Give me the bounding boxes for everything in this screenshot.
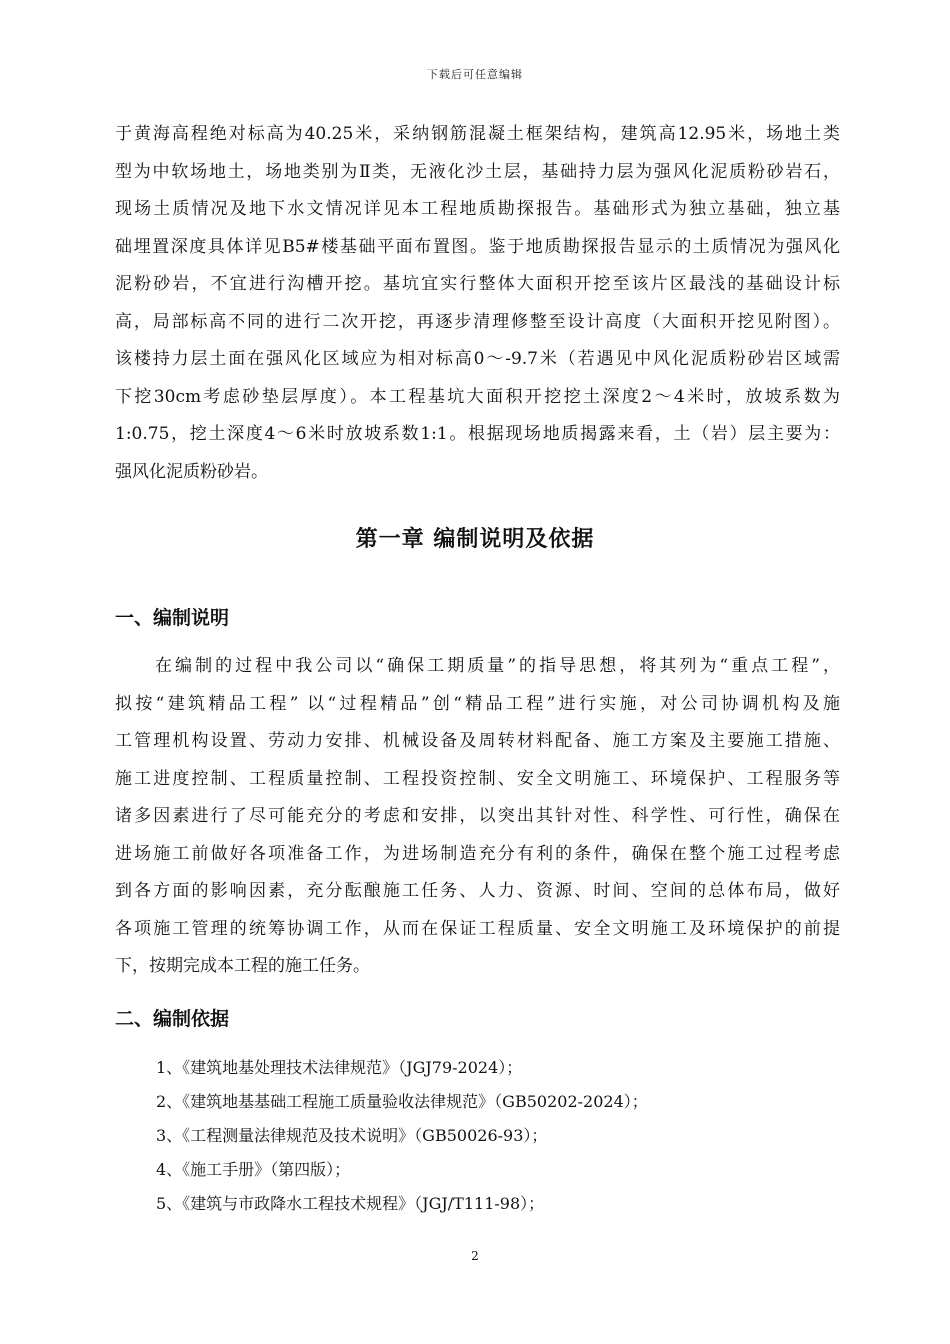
notes-line: 诸多因素进行了尽可能充分的考虑和安排，以突出其针对性、科学性、可行性，确保在 — [115, 806, 840, 826]
notes-line: 施工进度控制、工程质量控制、工程投资控制、安全文明施工、环境保护、工程服务等 — [115, 768, 840, 789]
notes-line: 下，按期完成本工程的施工任务。 — [115, 956, 370, 976]
chapter-title: 第一章 编制说明及依据 — [355, 527, 595, 552]
notes-line: 工管理机构设置、劳动力安排、机械设备及周转材料配备、施工方案及主要施工措施、 — [115, 731, 840, 751]
reference-item: 2、《建筑地基基础工程施工质量验收法律规范》（GB50202-2024）； — [156, 1092, 648, 1111]
intro-line: 下挖30cm考虑砂垫层厚度）。本工程基坑大面积开挖挖土深度2～4米时，放坡系数为 — [115, 386, 840, 407]
intro-line: 强风化泥质粉砂岩。 — [115, 461, 268, 482]
intro-line: 础埋置深度具体详见B5#楼基础平面布置图。鉴于地质勘探报告显示的土质情况为强风化 — [115, 236, 840, 257]
intro-line: 于黄海高程绝对标高为40.25米，采纳钢筋混凝土框架结构，建筑高12.95米，场地土类 — [115, 124, 840, 144]
intro-line: 高，局部标高不同的进行二次开挖，再逐步清理修整至设计高度（大面积开挖见附图）。 — [115, 311, 840, 332]
intro-line: 1:0.75，挖土深度4～6米时放坡系数1:1。根据现场地质揭露来看，土（岩）层主要为： — [115, 424, 840, 444]
intro-line: 现场土质情况及地下水文情况详见本工程地质勘探报告。基础形式为独立基础，独立基 — [115, 199, 840, 219]
notes-line: 拟按“建筑精品工程” 以“过程精品”创“精品工程”进行实施，对公司协调机构及施 — [115, 693, 840, 714]
intro-line: 泥粉砂岩，不宜进行沟槽开挖。基坑宜实行整体大面积开挖至该片区最浅的基础设计标 — [115, 274, 840, 294]
section-heading-compilation-basis: 二、编制依据 — [115, 1008, 230, 1030]
reference-item: 5、《建筑与市政降水工程技术规程》（JGJ/T111-98）； — [156, 1194, 545, 1213]
section-heading-compilation-notes: 一、编制说明 — [115, 607, 230, 629]
notes-line: 各项施工管理的统筹协调工作，从而在保证工程质量、安全文明施工及环境保护的前提 — [115, 918, 840, 939]
intro-line: 该楼持力层土面在强风化区域应为相对标高0～-9.7米（若遇见中风化泥质粉砂岩区域需 — [115, 349, 840, 369]
notes-line: 在编制的过程中我公司以“确保工期质量”的指导思想，将其列为“重点工程”， — [155, 656, 840, 676]
reference-item: 1、《建筑地基处理技术法律规范》（JGJ79-2024）； — [156, 1058, 523, 1077]
notes-line: 进场施工前做好各项准备工作，为进场制造充分有利的条件，确保在整个施工过程考虑 — [115, 843, 840, 864]
notes-line: 到各方面的影响因素，充分酝酿施工任务、人力、资源、时间、空间的总体布局，做好 — [115, 881, 840, 901]
compilation-notes-paragraph — [115, 648, 840, 986]
intro-line: 型为中软场地土，场地类别为Ⅱ类，无液化沙土层，基础持力层为强风化泥质粉砂岩石， — [115, 161, 840, 182]
page-header: 下载后可任意编辑 — [427, 68, 523, 81]
reference-list — [156, 1051, 856, 1221]
reference-item: 3、《工程测量法律规范及技术说明》（GB50026-93）； — [156, 1126, 548, 1145]
intro-paragraph — [115, 116, 840, 491]
reference-item: 4、《施工手册》（第四版）； — [156, 1160, 351, 1179]
page-number: 2 — [471, 1249, 479, 1263]
